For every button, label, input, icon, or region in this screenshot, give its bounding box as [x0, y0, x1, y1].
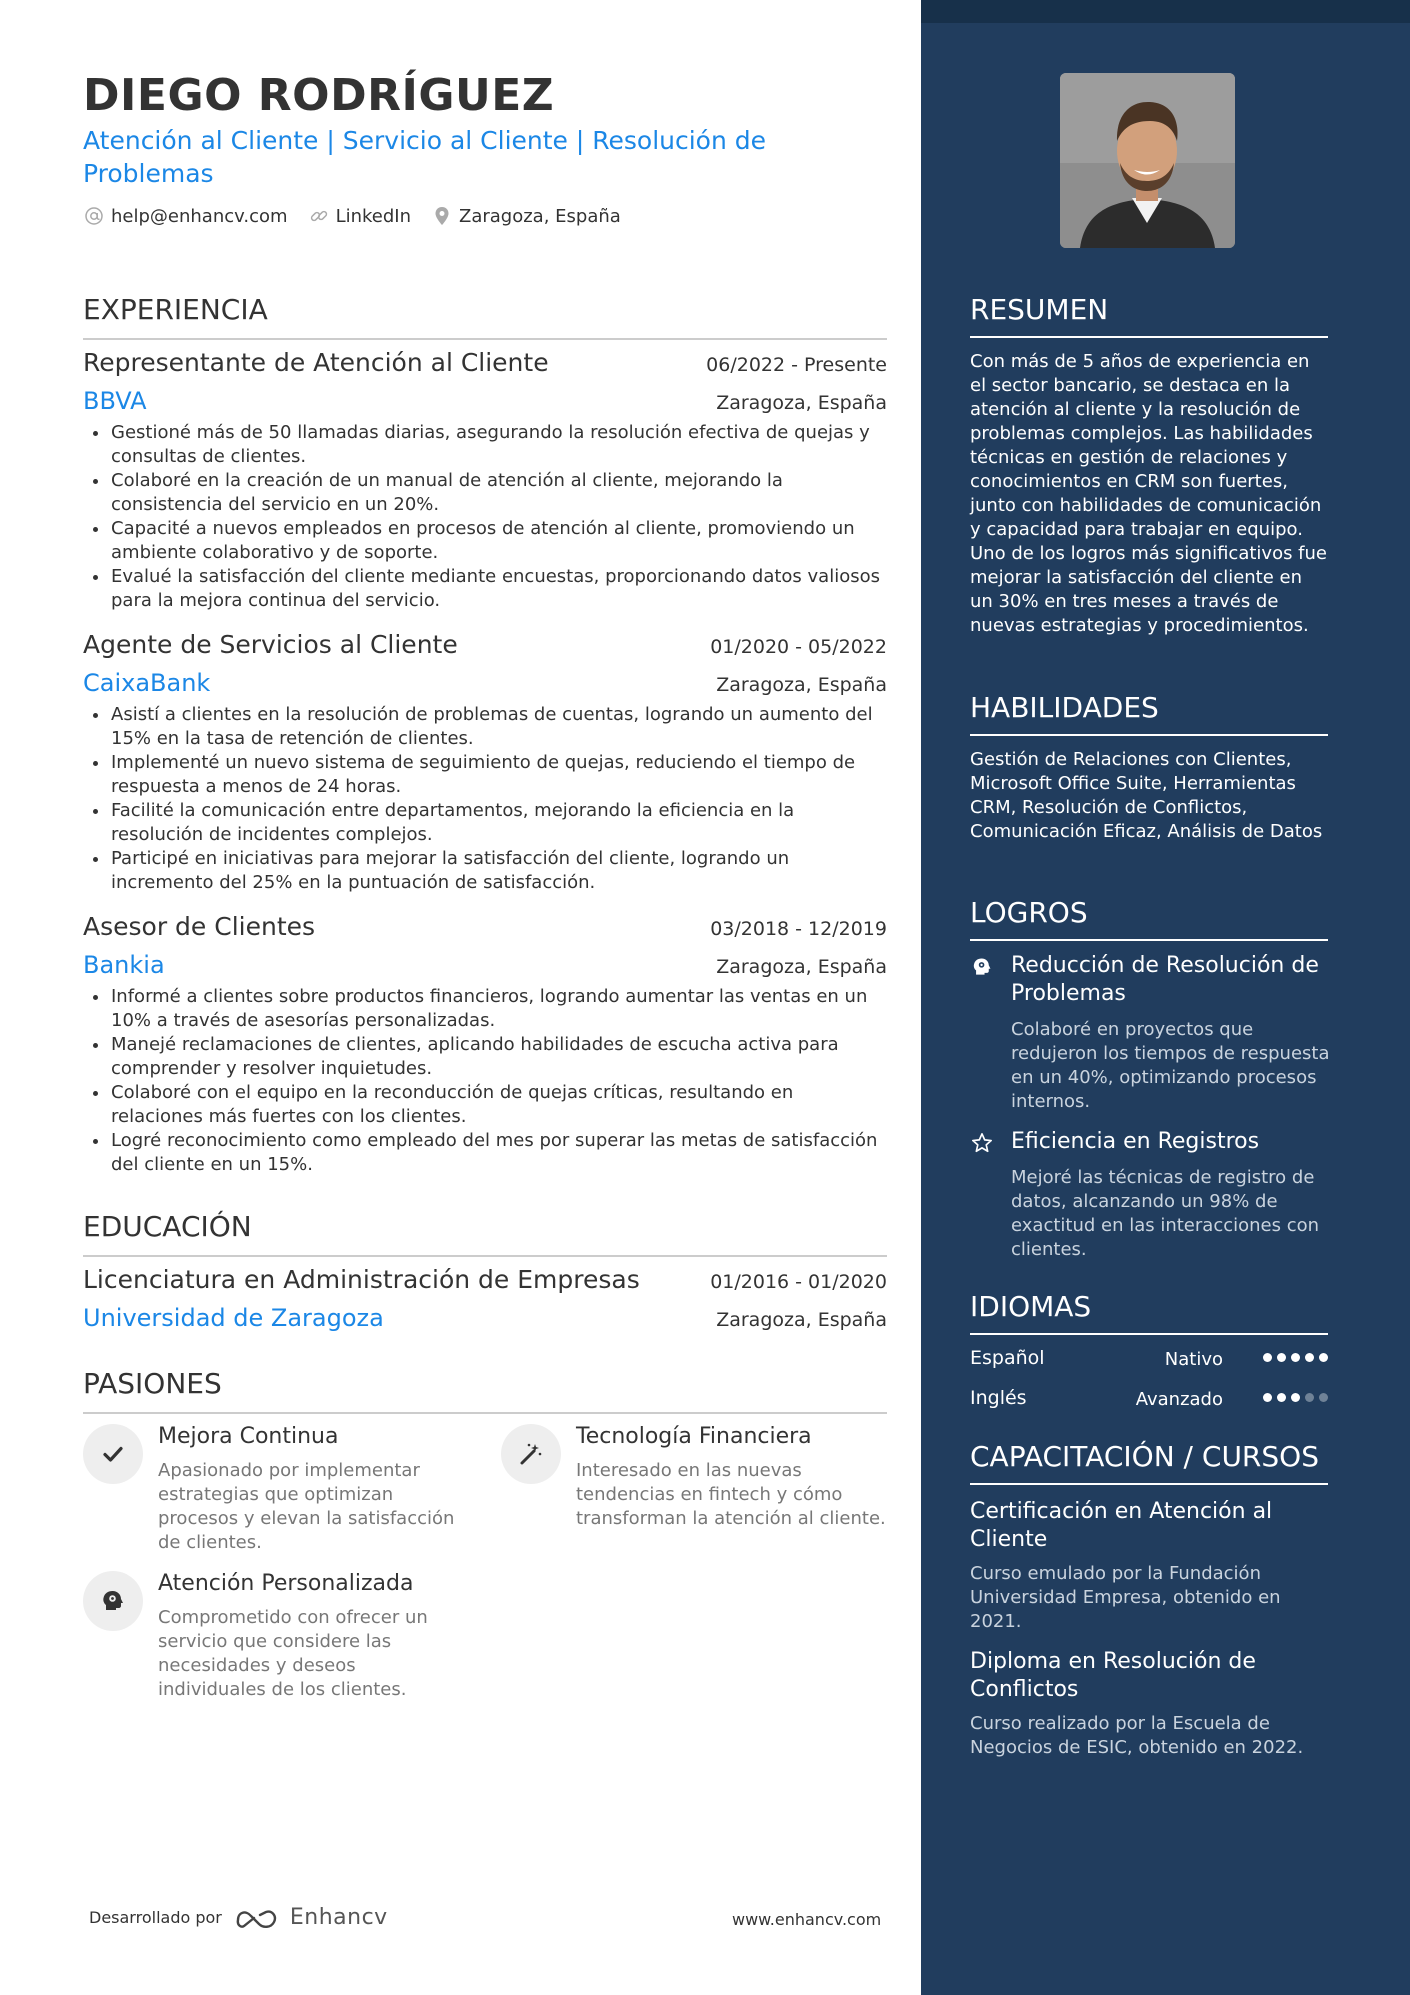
languages-heading: IDIOMAS: [970, 1290, 1328, 1335]
rating-dot: [1291, 1393, 1300, 1402]
job-bullets: [83, 703, 887, 895]
rating-dot: [1305, 1353, 1314, 1362]
bullet-item: Manejé reclamaciones de clientes, aplicando habilidades de escucha activa para comprender y resolver inquietudes.: [83, 1033, 887, 1081]
head-gear-icon: [83, 1571, 143, 1631]
course-description: Curso realizado por la Escuela de Negocios de ESIC, obtenido en 2022.: [970, 1713, 1304, 1758]
star-icon: [970, 1131, 994, 1155]
rating-dot: [1291, 1353, 1300, 1362]
job-title: Representante de Atención al Cliente: [83, 348, 549, 377]
language-item: [970, 1387, 1328, 1413]
location-text: Zaragoza, España: [459, 205, 621, 227]
passion-item: [501, 1424, 886, 1564]
job-title: Agente de Servicios al Cliente: [83, 630, 458, 659]
skills-text: Gestión de Relaciones con Clientes, Microsoft Office Suite, Herramientas CRM, Resolución de Conflictos, Comunicación Eficaz, Análisis de Datos: [970, 749, 1323, 842]
summary-heading: RESUMEN: [970, 293, 1328, 338]
rating-dot: [1263, 1393, 1272, 1402]
experience-item: [83, 348, 887, 613]
profile-photo: [1060, 73, 1235, 248]
language-level: Avanzado: [1135, 1389, 1223, 1410]
course-description: Curso emulado por la Fundación Universidad Empresa, obtenido en 2021.: [970, 1563, 1281, 1632]
education-dates: 01/2016 - 01/2020: [710, 1271, 887, 1293]
achievement-item: [970, 1128, 1328, 1268]
achievement-description: Colaboré en proyectos que redujeron los tiempos de respuesta en un 40%, optimizando procesos internos.: [1011, 1019, 1330, 1112]
magic-wand-icon: [501, 1424, 561, 1484]
job-bullets: [83, 421, 887, 613]
powered-by-text: Desarrollado por: [89, 1908, 222, 1927]
passion-title: Atención Personalizada: [158, 1571, 414, 1596]
contact-email[interactable]: [83, 205, 288, 227]
footer-branding: [89, 1905, 388, 1930]
course-title: Certificación en Atención al Cliente: [970, 1499, 1273, 1552]
skills-heading: HABILIDADES: [970, 691, 1328, 736]
job-dates: 06/2022 - Presente: [706, 354, 887, 376]
passion-item: [83, 1424, 463, 1564]
passion-title: Tecnología Financiera: [576, 1424, 812, 1449]
achievement-item: [970, 952, 1328, 1112]
passion-item: [83, 1571, 463, 1711]
bullet-item: Evalué la satisfacción del cliente mediante encuestas, proporcionando datos valiosos para la mejora continua del servicio.: [83, 565, 887, 613]
rating-dot: [1319, 1393, 1328, 1402]
enhancv-logo-mark: [234, 1906, 280, 1930]
achievement-title: Reducción de Resolución de Problemas: [1011, 953, 1319, 1006]
education-location: Zaragoza, España: [716, 1309, 887, 1331]
enhancv-wordmark: Enhancv: [289, 1905, 388, 1930]
degree-title: Licenciatura en Administración de Empresas: [83, 1265, 640, 1294]
language-name: Inglés: [970, 1387, 1027, 1409]
bullet-item: Colaboré con el equipo en la reconducción de quejas críticas, resultando en relaciones más fuertes con los clientes.: [83, 1081, 887, 1129]
bullet-item: Implementé un nuevo sistema de seguimiento de quejas, reduciendo el tiempo de respuesta a menos de 24 horas.: [83, 751, 887, 799]
experience-item: [83, 630, 887, 895]
enhancv-logo[interactable]: [234, 1905, 388, 1930]
location-pin-icon: [431, 205, 453, 227]
job-bullets: [83, 985, 887, 1177]
courses-heading: CAPACITACIÓN / CURSOS: [970, 1440, 1328, 1485]
footer-website[interactable]: www.enhancv.com: [732, 1910, 882, 1929]
course-title: Diploma en Resolución de Conflictos: [970, 1649, 1256, 1702]
rating-dot: [1277, 1353, 1286, 1362]
bullet-item: Gestioné más de 50 llamadas diarias, asegurando la resolución efectiva de quejas y consultas de clientes.: [83, 421, 887, 469]
check-icon: [83, 1424, 143, 1484]
bullet-item: Logré reconocimiento como empleado del mes por superar las metas de satisfacción del cliente en un 15%.: [83, 1129, 887, 1177]
bullet-item: Informé a clientes sobre productos financieros, logrando aumentar las ventas en un 10% a través de asesorías personalizadas.: [83, 985, 887, 1033]
head-gear-icon: [970, 955, 994, 979]
language-rating: [1263, 1353, 1328, 1362]
link-icon: [308, 205, 330, 227]
job-location: Zaragoza, España: [716, 956, 887, 978]
bullet-item: Facilité la comunicación entre departamentos, mejorando la eficiencia en la resolución de incidentes complejos.: [83, 799, 887, 847]
achievements-heading: LOGROS: [970, 896, 1328, 941]
contact-location: [431, 205, 621, 227]
sidebar-top-band: [921, 0, 1410, 23]
job-dates: 01/2020 - 05/2022: [710, 636, 887, 658]
company-name[interactable]: BBVA: [83, 387, 147, 415]
linkedin-text: LinkedIn: [335, 205, 411, 227]
job-dates: 03/2018 - 12/2019: [710, 918, 887, 940]
at-icon: [83, 205, 105, 227]
rating-dot: [1263, 1353, 1272, 1362]
job-location: Zaragoza, España: [716, 674, 887, 696]
bullet-item: Colaboré en la creación de un manual de atención al cliente, mejorando la consistencia del servicio en un 20%.: [83, 469, 887, 517]
school-name[interactable]: Universidad de Zaragoza: [83, 1304, 384, 1332]
passion-description: Comprometido con ofrecer un servicio que considere las necesidades y deseos individuales de los clientes.: [158, 1607, 428, 1700]
job-title: Asesor de Clientes: [83, 912, 316, 941]
bullet-item: Capacité a nuevos empleados en procesos de atención al cliente, promoviendo un ambiente colaborativo y de soporte.: [83, 517, 887, 565]
passion-description: Interesado en las nuevas tendencias en fintech y cómo transforman la atención al cliente.: [576, 1460, 886, 1529]
company-name[interactable]: Bankia: [83, 951, 165, 979]
experience-item: [83, 912, 887, 1177]
job-location: Zaragoza, España: [716, 392, 887, 414]
bullet-item: Asistí a clientes en la resolución de problemas de cuentas, logrando un aumento del 15% en la tasa de retención de clientes.: [83, 703, 887, 751]
bullet-item: Participé en iniciativas para mejorar la satisfacción del cliente, logrando un incremento del 25% en la puntuación de satisfacción.: [83, 847, 887, 895]
candidate-name: DIEGO RODRÍGUEZ: [83, 70, 555, 121]
experience-heading: EXPERIENCIA: [83, 293, 887, 340]
email-text: help@enhancv.com: [111, 205, 288, 227]
language-level: Nativo: [1164, 1349, 1223, 1370]
candidate-headline: Atención al Cliente | Servicio al Cliente | Resolución de Problemas: [83, 126, 767, 188]
education-heading: EDUCACIÓN: [83, 1210, 887, 1257]
rating-dot: [1277, 1393, 1286, 1402]
achievement-title: Eficiencia en Registros: [1011, 1129, 1260, 1154]
passion-title: Mejora Continua: [158, 1424, 339, 1449]
language-rating: [1263, 1393, 1328, 1402]
contact-info: [83, 205, 621, 227]
rating-dot: [1305, 1393, 1314, 1402]
language-name: Español: [970, 1347, 1045, 1369]
summary-text: Con más de 5 años de experiencia en el sector bancario, se destaca en la atención al cliente y la resolución de problemas complejos. Las habilidades técnicas en gestión de relaciones y conocimientos en CRM son fuertes, junto con habilidades de comunicación y capacidad para trabajar en equipo. Uno de los logros más significativos fue mejorar la satisfacción del cliente en un 30% en tres meses a través de nuevas estrategias y procedimientos.: [970, 351, 1327, 636]
language-item: [970, 1347, 1328, 1373]
contact-linkedin[interactable]: [308, 205, 411, 227]
passion-description: Apasionado por implementar estrategias que optimizan procesos y elevan la satisfacción de clientes.: [158, 1460, 455, 1553]
company-name[interactable]: CaixaBank: [83, 669, 211, 697]
achievement-description: Mejoré las técnicas de registro de datos, alcanzando un 98% de exactitud en las interacciones con clientes.: [1011, 1167, 1320, 1260]
rating-dot: [1319, 1353, 1328, 1362]
education-item: [83, 1265, 887, 1332]
passions-heading: PASIONES: [83, 1367, 887, 1414]
